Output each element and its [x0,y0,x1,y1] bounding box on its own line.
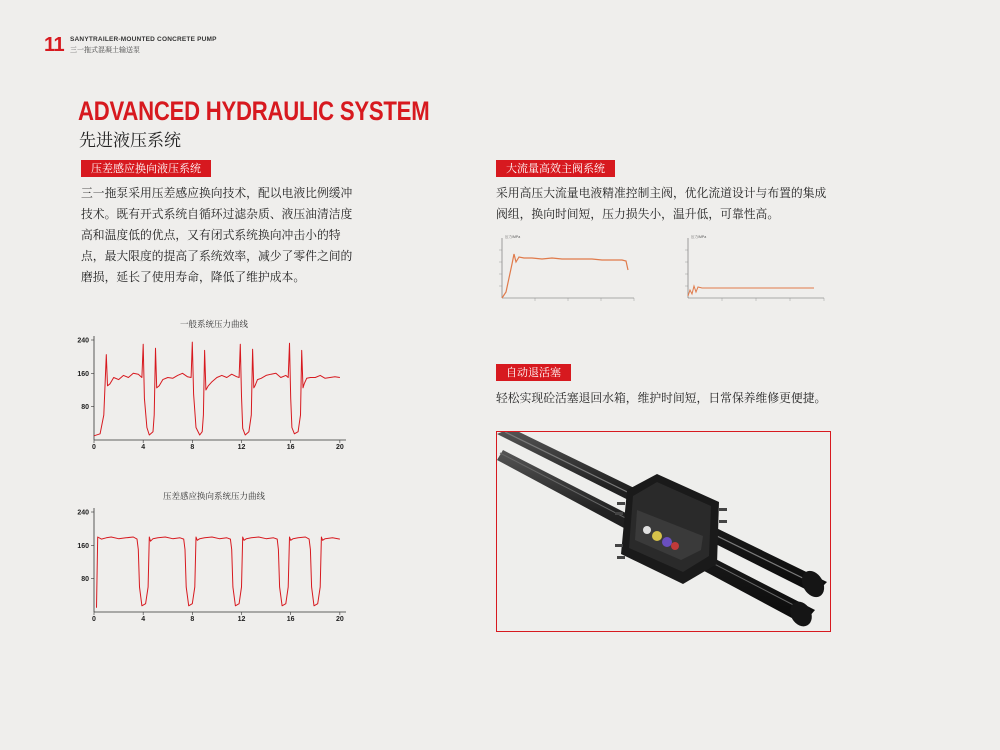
text-line: 高和温度低的优点，又有闭式系统换向冲击小的特 [81,228,341,242]
x-tick-label: 8 [190,616,195,622]
svg-text:压力/MPa: 压力/MPa [505,235,521,239]
text-line: 磨损，延长了使用寿命，降低了维护成本。 [81,270,306,284]
tag-pressure-sensing: 压差感应换向液压系统 [81,160,211,177]
y-tick-label: 160 [77,542,89,550]
text-line: 轻松实现砼活塞退回水箱，维护时间短，日常保养维修更便捷。 [496,391,827,405]
pressure-curve [94,342,340,436]
product-photo [496,431,831,632]
chart-general-system [70,328,360,450]
x-tick-label: 20 [335,444,344,450]
paragraph-pressure-sensing [81,183,391,288]
header-english: SANYTRAILER-MOUNTED CONCRETE PUMP [70,36,217,43]
section-title-en: ADVANCED HYDRAULIC SYSTEM [78,96,430,126]
y-tick-label: 80 [81,404,89,412]
x-tick-label: 16 [286,444,295,450]
chart1-title: 一般系统压力曲线 [180,320,249,330]
x-tick-label: 4 [141,616,146,622]
text-line: 阀组，换向时间短，压力损失小，温升低，可靠性高。 [496,207,780,221]
paragraph-main-valve [496,183,856,225]
tag-main-valve: 大流量高效主阀系统 [496,160,615,177]
pressure-curve [97,537,340,608]
text-line: 采用高压大流量电液精准控制主阀，优化流道设计与布置的集成 [496,186,827,200]
x-tick-label: 8 [190,444,195,450]
paragraph-auto-piston [496,388,856,409]
tag-auto-piston: 自动退活塞 [496,364,571,381]
x-tick-label: 20 [335,616,344,622]
svg-text:压力/MPa: 压力/MPa [691,235,707,239]
valve-graph-right [678,230,830,308]
header-chinese: 三一拖式混凝土输送泵 [70,46,140,54]
y-tick-label: 160 [77,370,89,378]
valve-graph-left [492,230,640,308]
y-tick-label: 240 [77,509,89,517]
x-tick-label: 16 [286,616,295,622]
y-tick-label: 80 [81,576,89,584]
text-line: 点，最大限度的提高了系统效率，减少了零件之间的 [81,249,353,263]
y-tick-label: 240 [77,337,89,345]
text-line: 三一拖泵采用压差感应换向技术，配以电液比例缓冲 [81,186,353,200]
x-tick-label: 12 [237,444,246,450]
x-tick-label: 12 [237,616,246,622]
chart2-title: 压差感应换向系统压力曲线 [163,492,266,502]
x-tick-label: 0 [92,616,96,622]
chart-pressure-sensing-system [70,500,360,622]
page-number: 11 [44,34,65,56]
x-tick-label: 4 [141,444,146,450]
text-line: 技术。既有开式系统自循环过滤杂质、液压油清洁度 [81,207,353,221]
x-tick-label: 0 [92,444,96,450]
pump-cylinder-illustration [497,432,830,631]
section-title-cn: 先进液压系统 [79,131,181,151]
